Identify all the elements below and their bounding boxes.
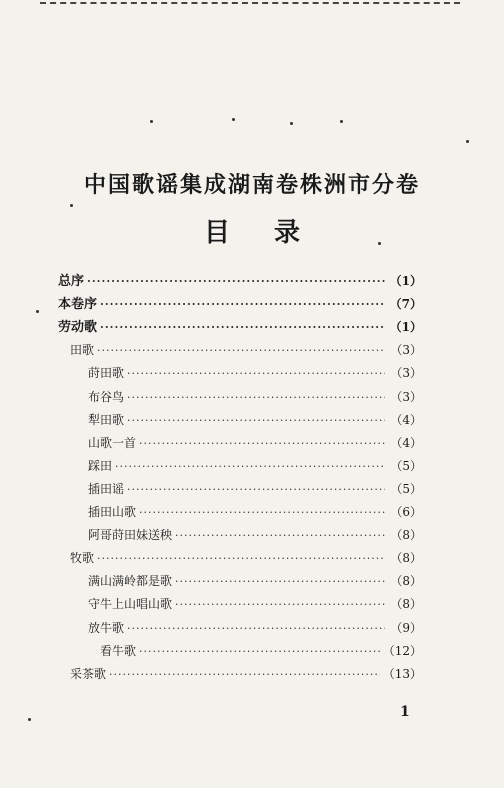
dot-leader — [127, 387, 385, 409]
dot-leader — [175, 525, 385, 547]
toc-entry-page: （1） — [389, 274, 422, 288]
toc-entry-title: 插田山歌 — [88, 505, 137, 519]
toc-entry-title: 采茶歌 — [70, 666, 107, 681]
scan-speck — [466, 140, 469, 143]
toc-entry-title: 犁田歌 — [88, 412, 125, 427]
toc-entry-page: （1） — [389, 320, 422, 335]
scan-speck — [290, 122, 293, 125]
toc-entry-title: 阿哥莳田妹送秧 — [88, 528, 173, 543]
dot-leader — [127, 363, 385, 385]
toc-entry-page: （8） — [390, 597, 422, 612]
toc-entry-page: （5） — [390, 481, 422, 496]
toc-entry — [88, 593, 422, 615]
dot-leader — [139, 641, 380, 663]
toc-entry-page: （3） — [390, 366, 422, 381]
toc-entry-page: （3） — [390, 343, 422, 358]
toc-entry-title: 踩田 — [88, 458, 113, 473]
toc-entry — [70, 663, 422, 685]
toc-entry-title: 劳动歌 — [58, 320, 98, 336]
dot-leader — [109, 664, 380, 686]
toc-entry — [88, 478, 422, 500]
toc-entry-page: （13） — [382, 666, 422, 681]
dot-leader — [127, 479, 385, 501]
toc-entry-title: 田歌 — [70, 343, 95, 358]
toc-entry — [70, 547, 422, 569]
toc-entry-page: （8） — [390, 551, 422, 566]
dot-leader — [100, 317, 385, 339]
toc-entry-title: 守牛上山唱山歌 — [88, 597, 173, 612]
toc-entry — [88, 501, 422, 523]
toc-entry — [88, 524, 422, 546]
toc-entry — [88, 617, 422, 639]
dot-leader — [127, 410, 385, 432]
toc-entry-title: 莳田歌 — [88, 366, 125, 381]
toc-entry-page: （6） — [390, 505, 422, 519]
dot-leader — [139, 502, 385, 524]
toc-entry — [58, 293, 422, 315]
toc-entry — [88, 570, 422, 592]
contents-heading: 目录 — [203, 218, 344, 248]
toc-entry-page: （12） — [382, 643, 422, 658]
toc-entry-page: （8） — [390, 528, 422, 543]
dot-leader — [175, 571, 385, 593]
toc-entry — [88, 386, 422, 408]
scan-edge-rule — [40, 2, 460, 4]
scan-speck — [150, 120, 153, 123]
toc-entry-title: 本卷序 — [58, 297, 98, 313]
dot-leader — [97, 548, 385, 570]
toc-entry — [88, 432, 422, 454]
dot-leader — [127, 618, 385, 640]
scan-speck — [232, 118, 235, 121]
dot-leader — [100, 294, 385, 316]
scan-speck — [28, 718, 31, 721]
toc-entry — [88, 362, 422, 384]
toc-entry-page: （4） — [390, 435, 422, 450]
toc-entry-page: （5） — [390, 458, 422, 473]
toc-entry-title: 插田谣 — [88, 481, 125, 496]
toc-entry-title: 山歌一首 — [88, 435, 137, 450]
toc-entry-page: （7） — [389, 297, 422, 312]
toc-entry-title: 布谷鸟 — [88, 389, 125, 404]
dot-leader — [87, 271, 385, 293]
toc-entry-title: 满山满岭都是歌 — [88, 574, 173, 589]
toc-entry-title: 牧歌 — [70, 551, 95, 566]
book-title: 中国歌谣集成湖南卷株洲市分卷 — [83, 172, 420, 198]
toc-entry — [70, 339, 422, 361]
toc-entry-page: （3） — [390, 389, 422, 404]
dot-leader — [175, 594, 385, 616]
toc-entry-title: 放牛歌 — [88, 620, 125, 635]
scan-speck — [36, 310, 39, 313]
dot-leader — [97, 340, 385, 362]
toc-entry-page: （9） — [390, 620, 422, 635]
toc-entry — [58, 316, 422, 338]
toc-entry-page: （4） — [390, 412, 422, 427]
toc-entry-title: 总序 — [58, 274, 85, 289]
dot-leader — [139, 433, 385, 455]
scan-speck — [70, 204, 73, 207]
toc-entry — [88, 409, 422, 431]
toc-entry-title: 看牛歌 — [100, 643, 137, 658]
toc-entry — [88, 455, 422, 477]
toc-entry-page: （8） — [390, 574, 422, 589]
toc-entry — [58, 270, 422, 292]
dot-leader — [115, 456, 385, 478]
page-number: 1 — [400, 704, 410, 720]
scan-speck — [340, 120, 343, 123]
toc-entry — [100, 640, 422, 662]
